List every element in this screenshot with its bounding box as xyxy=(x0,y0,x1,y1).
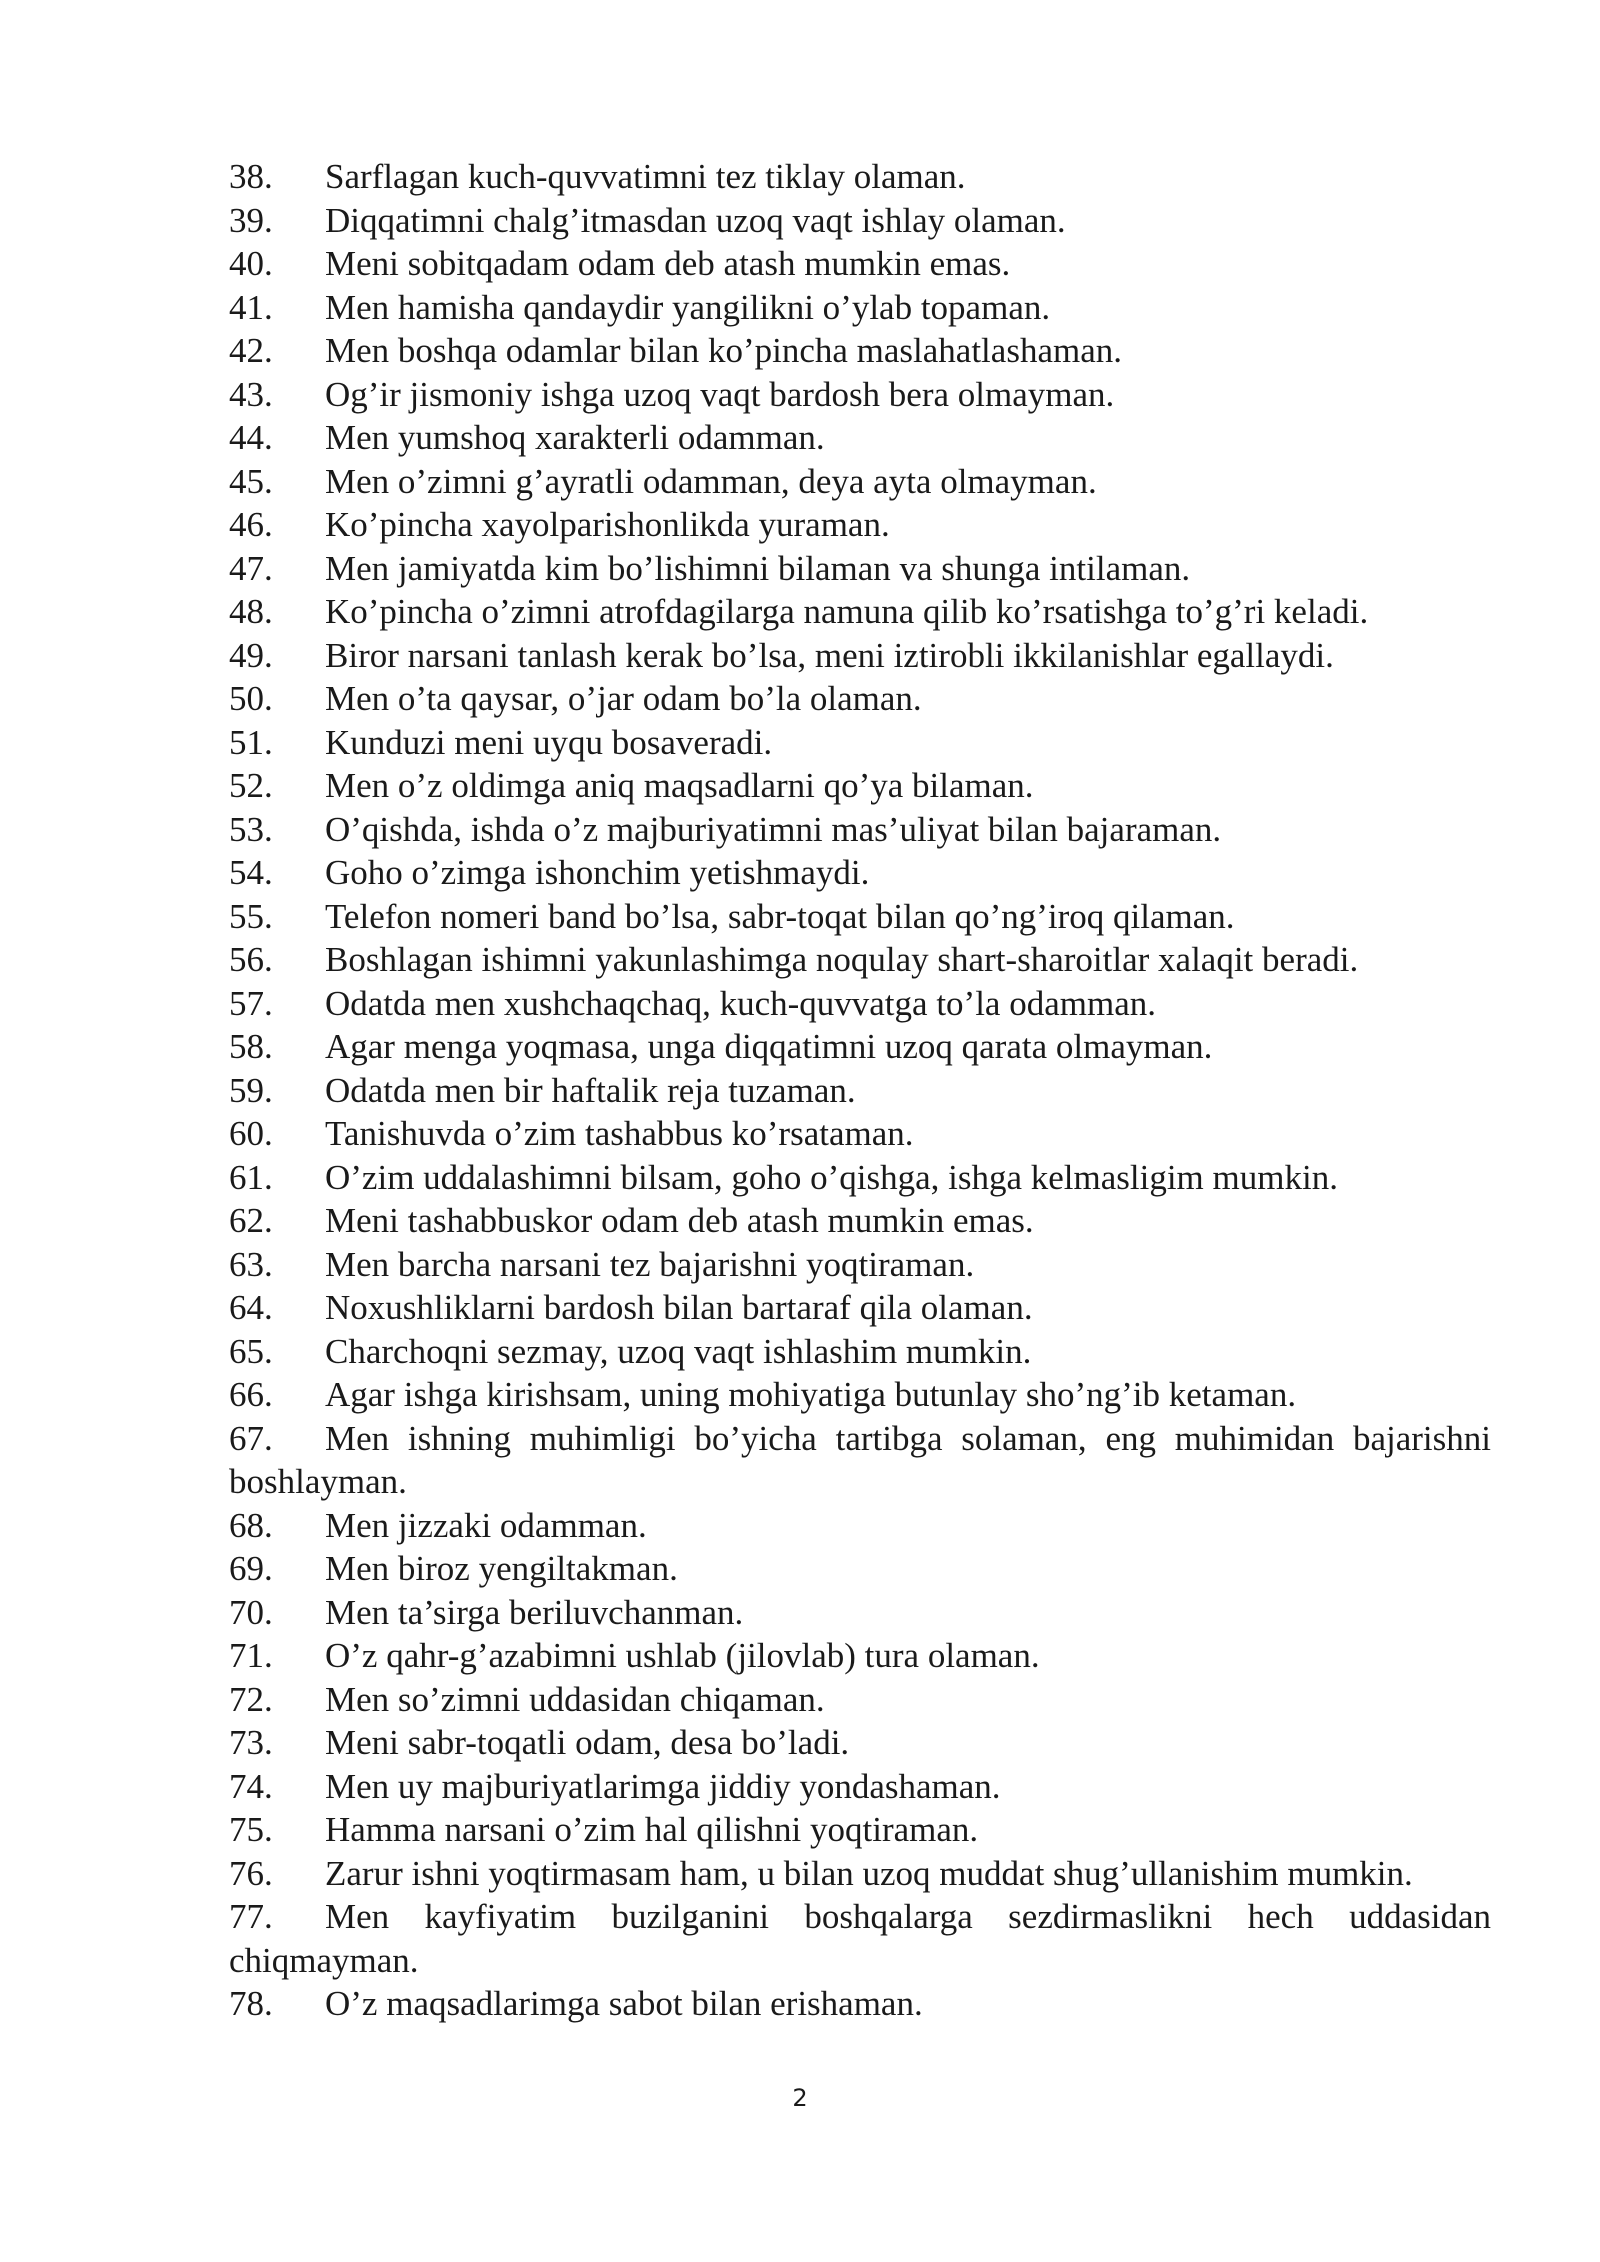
item-text: Men jamiyatda kim bo’lishimni bilaman va shunga intilaman. xyxy=(325,548,1191,588)
item-text: Men ishning muhimligi bo’yicha tartibga solaman, eng muhimidan bajarishni boshlayman. xyxy=(229,1418,1491,1501)
item-text: O’qishda, ishda o’z majburiyatimni mas’uliyat bilan bajaraman. xyxy=(325,809,1222,849)
item-text: Diqqatimni chalg’itmasdan uzoq vaqt ishlay olaman. xyxy=(325,200,1066,240)
item-text: Men barcha narsani tez bajarishni yoqtiraman. xyxy=(325,1244,975,1284)
item-number: 57. xyxy=(229,983,273,1023)
list-item xyxy=(229,677,1491,721)
list-item xyxy=(229,1895,1491,1982)
item-number: 60. xyxy=(229,1114,273,1153)
item-text: Men so’zimni uddasidan chiqaman. xyxy=(325,1679,825,1719)
item-text: Sarflagan kuch-quvvatimni tez tiklay olaman. xyxy=(325,157,966,196)
item-text: Men uy majburiyatlarimga jiddiy yondashaman. xyxy=(325,1766,1001,1806)
list-item xyxy=(229,1634,1491,1678)
item-text: Odatda men xushchaqchaq, kuch-quvvatga to’la odamman. xyxy=(325,983,1156,1023)
item-text: Telefon nomeri band bo’lsa, sabr-toqat bilan qo’ng’iroq qilaman. xyxy=(325,896,1235,936)
list-item xyxy=(229,1678,1491,1722)
item-text: O’z maqsadlarimga sabot bilan erishaman. xyxy=(325,1984,923,2023)
item-number: 64. xyxy=(229,1288,273,1327)
list-item xyxy=(229,547,1491,591)
item-text: Men yumshoq xarakterli odamman. xyxy=(325,418,825,457)
item-number: 58. xyxy=(229,1027,273,1066)
item-text: Boshlagan ishimni yakunlashimga noqulay shart-sharoitlar xalaqit beradi. xyxy=(325,940,1359,979)
item-number: 42. xyxy=(229,331,273,370)
list-item xyxy=(229,764,1491,808)
list-item xyxy=(229,1286,1491,1330)
list-item xyxy=(229,286,1491,330)
item-number: 71. xyxy=(229,1636,273,1675)
item-text: Men o’z oldimga aniq maqsadlarni qo’ya bilaman. xyxy=(325,766,1034,805)
list-item xyxy=(229,721,1491,765)
item-text: Men boshqa odamlar bilan ko’pincha maslahatlashaman. xyxy=(325,331,1122,370)
item-number: 73. xyxy=(229,1723,273,1762)
item-text: Men o’zimni g’ayratli odamman, deya ayta olmayman. xyxy=(325,461,1097,501)
item-number: 47. xyxy=(229,548,273,588)
item-text: Meni sabr-toqatli odam, desa bo’ladi. xyxy=(325,1723,850,1762)
list-item xyxy=(229,590,1491,634)
item-number: 53. xyxy=(229,809,273,849)
statement-list xyxy=(229,155,1491,2026)
list-item xyxy=(229,329,1491,373)
item-number: 75. xyxy=(229,1810,273,1849)
item-text: Agar ishga kirishsam, uning mohiyatiga butunlay sho’ng’ib ketaman. xyxy=(325,1375,1297,1414)
list-item xyxy=(229,1373,1491,1417)
item-text: Ko’pincha o’zimni atrofdagilarga namuna qilib ko’rsatishga to’g’ri keladi. xyxy=(325,592,1369,631)
list-item xyxy=(229,808,1491,852)
item-number: 49. xyxy=(229,635,273,675)
item-number: 52. xyxy=(229,766,273,805)
item-number: 77. xyxy=(229,1897,273,1936)
list-item xyxy=(229,982,1491,1026)
list-item xyxy=(229,1243,1491,1287)
item-text: Og’ir jismoniy ishga uzoq vaqt bardosh bera olmayman. xyxy=(325,374,1115,414)
item-text: Ko’pincha xayolparishonlikda yuraman. xyxy=(325,505,890,544)
list-item xyxy=(229,1721,1491,1765)
item-number: 76. xyxy=(229,1853,273,1893)
list-item xyxy=(229,1808,1491,1852)
list-item xyxy=(229,634,1491,678)
list-item xyxy=(229,1156,1491,1200)
list-item xyxy=(229,503,1491,547)
list-item xyxy=(229,373,1491,417)
list-item xyxy=(229,1330,1491,1374)
list-item xyxy=(229,1025,1491,1069)
item-number: 48. xyxy=(229,592,273,631)
item-number: 72. xyxy=(229,1679,273,1719)
item-number: 44. xyxy=(229,418,273,457)
item-text: Men o’ta qaysar, o’jar odam bo’la olaman. xyxy=(325,679,922,718)
item-number: 69. xyxy=(229,1549,273,1588)
item-text: Biror narsani tanlash kerak bo’lsa, meni iztirobli ikkilanishlar egallaydi. xyxy=(325,635,1334,675)
item-number: 78. xyxy=(229,1984,273,2023)
item-number: 54. xyxy=(229,853,273,892)
item-number: 74. xyxy=(229,1766,273,1806)
list-item xyxy=(229,1765,1491,1809)
item-text: O’zim uddalashimni bilsam, goho o’qishga, ishga kelmasligim mumkin. xyxy=(325,1157,1338,1197)
item-number: 68. xyxy=(229,1505,273,1545)
list-item xyxy=(229,242,1491,286)
item-text: Meni sobitqadam odam deb atash mumkin emas. xyxy=(325,244,1011,283)
item-text: Goho o’zimga ishonchim yetishmaydi. xyxy=(325,853,870,892)
item-text: Agar menga yoqmasa, unga diqqatimni uzoq qarata olmayman. xyxy=(325,1027,1213,1066)
list-item xyxy=(229,1547,1491,1591)
list-item xyxy=(229,938,1491,982)
item-number: 59. xyxy=(229,1070,273,1110)
item-number: 39. xyxy=(229,200,273,240)
item-number: 66. xyxy=(229,1375,273,1414)
item-number: 45. xyxy=(229,461,273,501)
item-text: Men ta’sirga beriluvchanman. xyxy=(325,1592,744,1632)
item-text: Tanishuvda o’zim tashabbus ko’rsataman. xyxy=(325,1114,914,1153)
item-text: Kunduzi meni uyqu bosaveradi. xyxy=(325,722,773,762)
list-item xyxy=(229,1591,1491,1635)
item-number: 62. xyxy=(229,1201,273,1240)
item-text: Noxushliklarni bardosh bilan bartaraf qila olaman. xyxy=(325,1288,1033,1327)
item-text: Men biroz yengiltakman. xyxy=(325,1549,678,1588)
item-text: Odatda men bir haftalik reja tuzaman. xyxy=(325,1070,856,1110)
item-text: Charchoqni sezmay, uzoq vaqt ishlashim mumkin. xyxy=(325,1331,1032,1371)
list-item xyxy=(229,416,1491,460)
item-number: 38. xyxy=(229,157,273,196)
item-number: 50. xyxy=(229,679,273,718)
item-number: 46. xyxy=(229,505,273,544)
list-item xyxy=(229,851,1491,895)
list-item xyxy=(229,1417,1491,1504)
item-text: Men jizzaki odamman. xyxy=(325,1505,647,1545)
list-item xyxy=(229,1069,1491,1113)
item-number: 65. xyxy=(229,1331,273,1371)
list-item xyxy=(229,155,1491,199)
item-number: 43. xyxy=(229,374,273,414)
list-item xyxy=(229,1504,1491,1548)
item-text: Zarur ishni yoqtirmasam ham, u bilan uzoq muddat shug’ullanishim mumkin. xyxy=(325,1853,1413,1893)
list-item xyxy=(229,1199,1491,1243)
item-number: 70. xyxy=(229,1592,273,1632)
item-text: Hamma narsani o’zim hal qilishni yoqtiraman. xyxy=(325,1810,979,1849)
list-item xyxy=(229,199,1491,243)
list-item xyxy=(229,1852,1491,1896)
item-number: 61. xyxy=(229,1157,273,1197)
item-number: 63. xyxy=(229,1244,273,1284)
item-number: 51. xyxy=(229,722,273,762)
item-number: 40. xyxy=(229,244,273,283)
item-text: Men hamisha qandaydir yangilikni o’ylab topaman. xyxy=(325,287,1051,327)
page-number: 2 xyxy=(792,2084,808,2112)
list-item xyxy=(229,460,1491,504)
item-number: 41. xyxy=(229,287,273,327)
item-text: O’z qahr-g’azabimni ushlab (jilovlab) tura olaman. xyxy=(325,1636,1040,1675)
item-number: 55. xyxy=(229,896,273,936)
item-number: 56. xyxy=(229,940,273,979)
item-text: Men kayfiyatim buzilganini boshqalarga sezdirmaslikni hech uddasidan chiqmayman. xyxy=(229,1897,1491,1980)
list-item xyxy=(229,1112,1491,1156)
list-item xyxy=(229,895,1491,939)
item-number: 67. xyxy=(229,1418,273,1458)
item-text: Meni tashabbuskor odam deb atash mumkin emas. xyxy=(325,1201,1034,1240)
list-item xyxy=(229,1982,1491,2026)
